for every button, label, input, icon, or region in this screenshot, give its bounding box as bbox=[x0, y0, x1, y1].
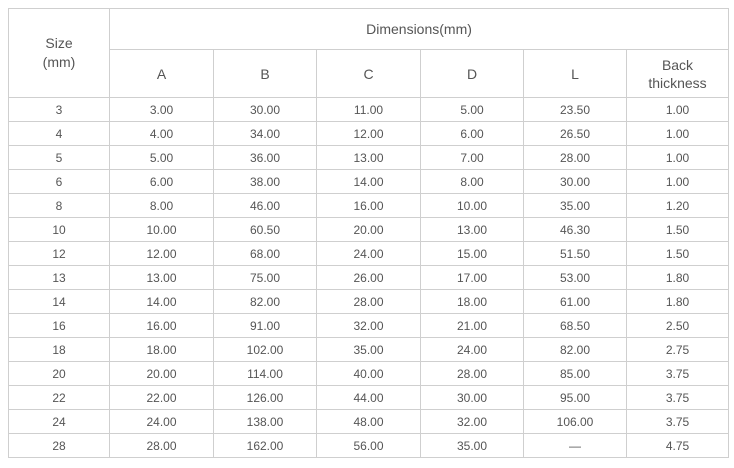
cell-a: 28.00 bbox=[110, 434, 214, 458]
cell-a: 24.00 bbox=[110, 410, 214, 434]
cell-b: 30.00 bbox=[214, 98, 317, 122]
back-thickness-line2: thickness bbox=[648, 74, 707, 91]
table-row bbox=[9, 170, 729, 194]
size-header-unit: (mm) bbox=[42, 54, 76, 70]
cell-size: 22 bbox=[9, 386, 110, 410]
table-row bbox=[9, 386, 729, 410]
cell-size: 4 bbox=[9, 122, 110, 146]
cell-d: 30.00 bbox=[421, 386, 524, 410]
cell-l: 61.00 bbox=[524, 290, 627, 314]
cell-d: 32.00 bbox=[421, 410, 524, 434]
table-row bbox=[9, 194, 729, 218]
cell-c: 28.00 bbox=[317, 290, 421, 314]
cell-c: 40.00 bbox=[317, 362, 421, 386]
cell-back-thickness: 1.00 bbox=[627, 98, 729, 122]
column-header-b: B bbox=[214, 50, 317, 98]
cell-a: 8.00 bbox=[110, 194, 214, 218]
cell-b: 82.00 bbox=[214, 290, 317, 314]
cell-size: 14 bbox=[9, 290, 110, 314]
cell-back-thickness: 2.50 bbox=[627, 314, 729, 338]
table-row bbox=[9, 218, 729, 242]
cell-d: 17.00 bbox=[421, 266, 524, 290]
cell-b: 126.00 bbox=[214, 386, 317, 410]
cell-l: 53.00 bbox=[524, 266, 627, 290]
cell-l: 23.50 bbox=[524, 98, 627, 122]
cell-back-thickness: 1.00 bbox=[627, 170, 729, 194]
cell-l: 106.00 bbox=[524, 410, 627, 434]
cell-a: 20.00 bbox=[110, 362, 214, 386]
back-thickness-line1: Back bbox=[661, 56, 694, 73]
cell-c: 35.00 bbox=[317, 338, 421, 362]
table-row bbox=[9, 242, 729, 266]
cell-b: 60.50 bbox=[214, 218, 317, 242]
cell-c: 13.00 bbox=[317, 146, 421, 170]
table-row bbox=[9, 146, 729, 170]
cell-a: 18.00 bbox=[110, 338, 214, 362]
dimensions-table bbox=[8, 8, 729, 458]
cell-l: 35.00 bbox=[524, 194, 627, 218]
cell-size: 5 bbox=[9, 146, 110, 170]
cell-size: 28 bbox=[9, 434, 110, 458]
cell-back-thickness: 1.50 bbox=[627, 242, 729, 266]
cell-a: 10.00 bbox=[110, 218, 214, 242]
cell-size: 20 bbox=[9, 362, 110, 386]
dimensions-group-header: Dimensions(mm) bbox=[110, 9, 729, 50]
cell-b: 102.00 bbox=[214, 338, 317, 362]
cell-d: 8.00 bbox=[421, 170, 524, 194]
cell-c: 16.00 bbox=[317, 194, 421, 218]
cell-back-thickness: 3.75 bbox=[627, 386, 729, 410]
cell-c: 14.00 bbox=[317, 170, 421, 194]
cell-c: 20.00 bbox=[317, 218, 421, 242]
cell-size: 3 bbox=[9, 98, 110, 122]
cell-l: 95.00 bbox=[524, 386, 627, 410]
cell-a: 13.00 bbox=[110, 266, 214, 290]
table-row bbox=[9, 410, 729, 434]
cell-l: 28.00 bbox=[524, 146, 627, 170]
cell-l: 85.00 bbox=[524, 362, 627, 386]
cell-d: 10.00 bbox=[421, 194, 524, 218]
cell-d: 21.00 bbox=[421, 314, 524, 338]
cell-c: 12.00 bbox=[317, 122, 421, 146]
table-row bbox=[9, 122, 729, 146]
cell-back-thickness: 1.80 bbox=[627, 290, 729, 314]
cell-d: 6.00 bbox=[421, 122, 524, 146]
cell-back-thickness: 3.75 bbox=[627, 410, 729, 434]
cell-d: 15.00 bbox=[421, 242, 524, 266]
size-header-label: Size bbox=[45, 35, 73, 51]
cell-d: 18.00 bbox=[421, 290, 524, 314]
cell-a: 22.00 bbox=[110, 386, 214, 410]
table-row bbox=[9, 266, 729, 290]
cell-b: 38.00 bbox=[214, 170, 317, 194]
cell-b: 68.00 bbox=[214, 242, 317, 266]
cell-back-thickness: 3.75 bbox=[627, 362, 729, 386]
cell-b: 91.00 bbox=[214, 314, 317, 338]
cell-back-thickness: 2.75 bbox=[627, 338, 729, 362]
cell-a: 5.00 bbox=[110, 146, 214, 170]
cell-d: 13.00 bbox=[421, 218, 524, 242]
cell-back-thickness: 1.50 bbox=[627, 218, 729, 242]
column-header-d: D bbox=[421, 50, 524, 98]
cell-back-thickness: 1.20 bbox=[627, 194, 729, 218]
cell-l: 26.50 bbox=[524, 122, 627, 146]
cell-d: 35.00 bbox=[421, 434, 524, 458]
cell-l: 46.30 bbox=[524, 218, 627, 242]
cell-size: 12 bbox=[9, 242, 110, 266]
cell-a: 6.00 bbox=[110, 170, 214, 194]
cell-c: 32.00 bbox=[317, 314, 421, 338]
cell-a: 16.00 bbox=[110, 314, 214, 338]
cell-a: 12.00 bbox=[110, 242, 214, 266]
cell-l: 68.50 bbox=[524, 314, 627, 338]
cell-back-thickness: 4.75 bbox=[627, 434, 729, 458]
cell-b: 46.00 bbox=[214, 194, 317, 218]
table-row bbox=[9, 434, 729, 458]
table-row bbox=[9, 98, 729, 122]
cell-size: 24 bbox=[9, 410, 110, 434]
column-header-c: C bbox=[317, 50, 421, 98]
cell-d: 28.00 bbox=[421, 362, 524, 386]
cell-a: 14.00 bbox=[110, 290, 214, 314]
cell-l: 51.50 bbox=[524, 242, 627, 266]
cell-d: 5.00 bbox=[421, 98, 524, 122]
cell-a: 4.00 bbox=[110, 122, 214, 146]
cell-d: 7.00 bbox=[421, 146, 524, 170]
cell-back-thickness: 1.80 bbox=[627, 266, 729, 290]
cell-size: 8 bbox=[9, 194, 110, 218]
column-header-a: A bbox=[110, 50, 214, 98]
cell-l: — bbox=[524, 434, 627, 458]
cell-c: 56.00 bbox=[317, 434, 421, 458]
column-header-l: L bbox=[524, 50, 627, 98]
cell-size: 10 bbox=[9, 218, 110, 242]
table-row bbox=[9, 362, 729, 386]
table-row bbox=[9, 314, 729, 338]
cell-c: 24.00 bbox=[317, 242, 421, 266]
cell-b: 34.00 bbox=[214, 122, 317, 146]
cell-c: 26.00 bbox=[317, 266, 421, 290]
cell-d: 24.00 bbox=[421, 338, 524, 362]
column-header-back-thickness bbox=[627, 50, 729, 98]
cell-b: 75.00 bbox=[214, 266, 317, 290]
cell-l: 82.00 bbox=[524, 338, 627, 362]
cell-size: 6 bbox=[9, 170, 110, 194]
cell-a: 3.00 bbox=[110, 98, 214, 122]
cell-l: 30.00 bbox=[524, 170, 627, 194]
cell-back-thickness: 1.00 bbox=[627, 122, 729, 146]
table-row bbox=[9, 290, 729, 314]
cell-size: 16 bbox=[9, 314, 110, 338]
cell-c: 44.00 bbox=[317, 386, 421, 410]
table-body bbox=[9, 98, 729, 458]
cell-b: 138.00 bbox=[214, 410, 317, 434]
table-row bbox=[9, 338, 729, 362]
cell-c: 48.00 bbox=[317, 410, 421, 434]
cell-back-thickness: 1.00 bbox=[627, 146, 729, 170]
cell-b: 36.00 bbox=[214, 146, 317, 170]
cell-c: 11.00 bbox=[317, 98, 421, 122]
size-header bbox=[9, 9, 110, 98]
cell-b: 162.00 bbox=[214, 434, 317, 458]
cell-b: 114.00 bbox=[214, 362, 317, 386]
cell-size: 18 bbox=[9, 338, 110, 362]
cell-size: 13 bbox=[9, 266, 110, 290]
